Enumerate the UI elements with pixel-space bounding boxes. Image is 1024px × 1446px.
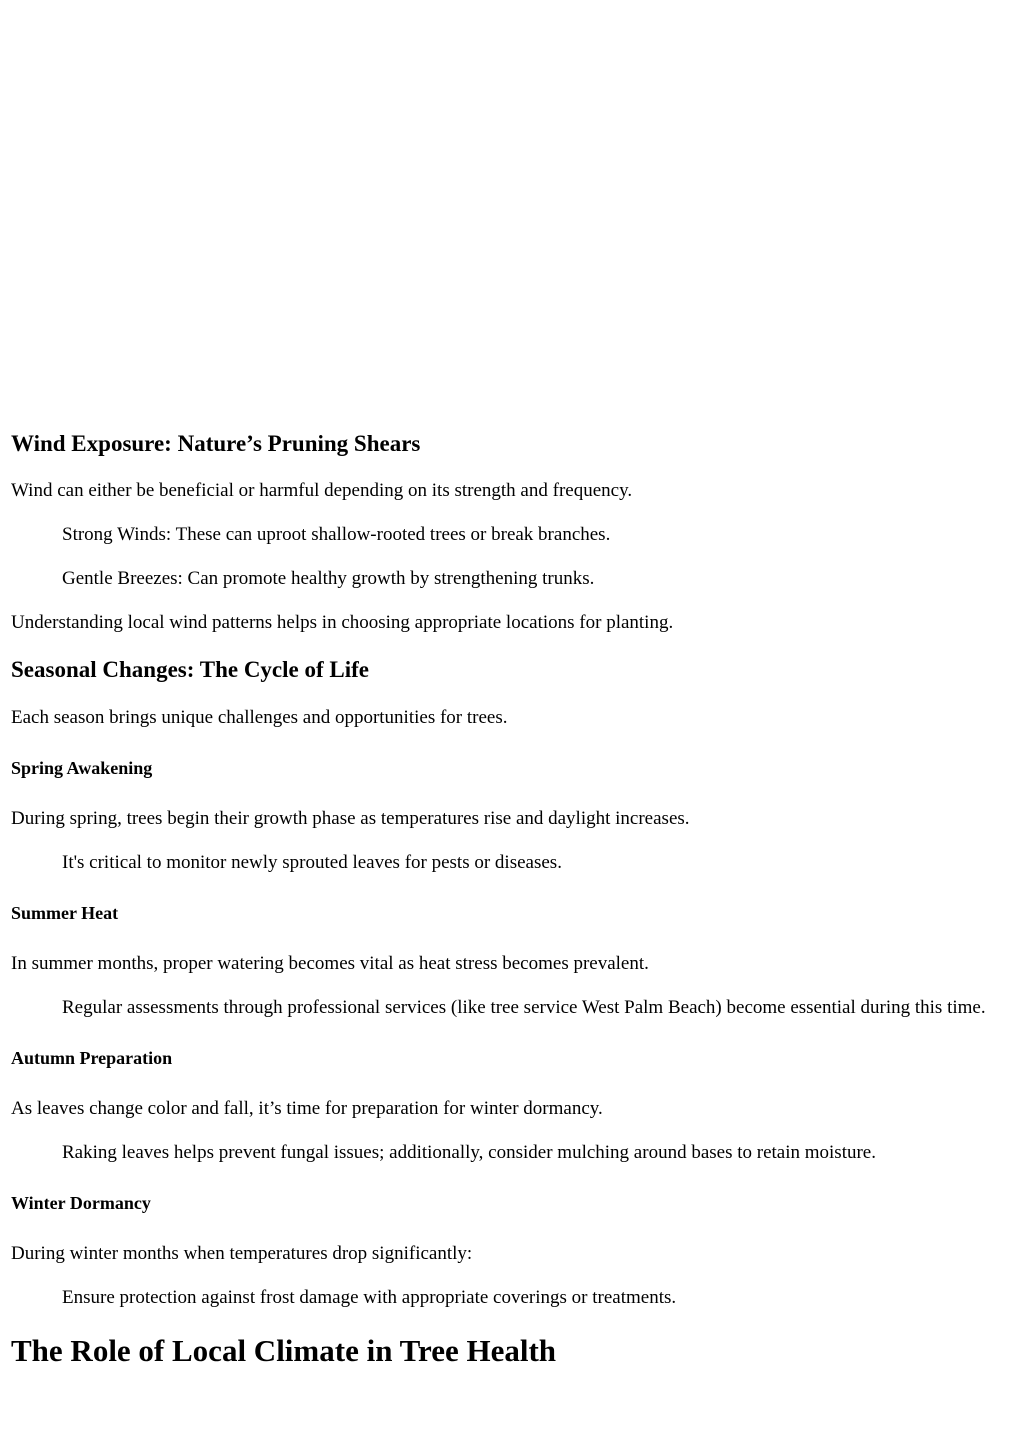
spring-heading: Spring Awakening: [11, 758, 153, 778]
winter-list: [11, 1286, 994, 1309]
summer-list: [11, 996, 994, 1019]
winter-paragraph: During winter months when temperatures drop significantly:: [11, 1243, 473, 1264]
autumn-paragraph: As leaves change color and fall, it’s time for preparation for winter dormancy.: [11, 1098, 603, 1119]
local-climate-heading: The Role of Local Climate in Tree Health: [11, 1333, 557, 1368]
wind-exposure-heading: Wind Exposure: Nature’s Pruning Shears: [11, 431, 421, 456]
seasonal-changes-heading: Seasonal Changes: The Cycle of Life: [11, 657, 369, 682]
spring-list: [11, 851, 994, 874]
autumn-list: [11, 1141, 994, 1164]
blank-top-area: [0, 0, 1024, 412]
summer-paragraph: In summer months, proper watering becomes vital as heat stress becomes prevalent.: [11, 953, 649, 974]
wind-intro-paragraph: Wind can either be beneficial or harmful depending on its strength and frequency.: [11, 480, 633, 501]
list-item: It's critical to monitor newly sprouted leaves for pests or diseases.: [62, 852, 562, 873]
summer-heading: Summer Heat: [11, 903, 119, 923]
wind-list: [11, 523, 994, 590]
list-item: Ensure protection against frost damage with appropriate coverings or treatments.: [62, 1287, 677, 1308]
list-item: Raking leaves helps prevent fungal issues; additionally, consider mulching around bases to retain moisture.: [62, 1142, 876, 1163]
spring-paragraph: During spring, trees begin their growth phase as temperatures rise and daylight increases.: [11, 808, 690, 829]
wind-outro-paragraph: Understanding local wind patterns helps in choosing appropriate locations for planting.: [11, 612, 674, 633]
list-item: Gentle Breezes: Can promote healthy growth by strengthening trunks.: [62, 568, 595, 589]
list-item: Strong Winds: These can uproot shallow-rooted trees or break branches.: [62, 524, 611, 545]
list-item: Regular assessments through professional services (like tree service West Palm Beach) become essential during this time.: [62, 997, 986, 1018]
seasons-intro-paragraph: Each season brings unique challenges and opportunities for trees.: [11, 707, 508, 728]
article-content: [0, 430, 1024, 1369]
autumn-heading: Autumn Preparation: [11, 1048, 173, 1068]
winter-heading: Winter Dormancy: [11, 1193, 151, 1213]
